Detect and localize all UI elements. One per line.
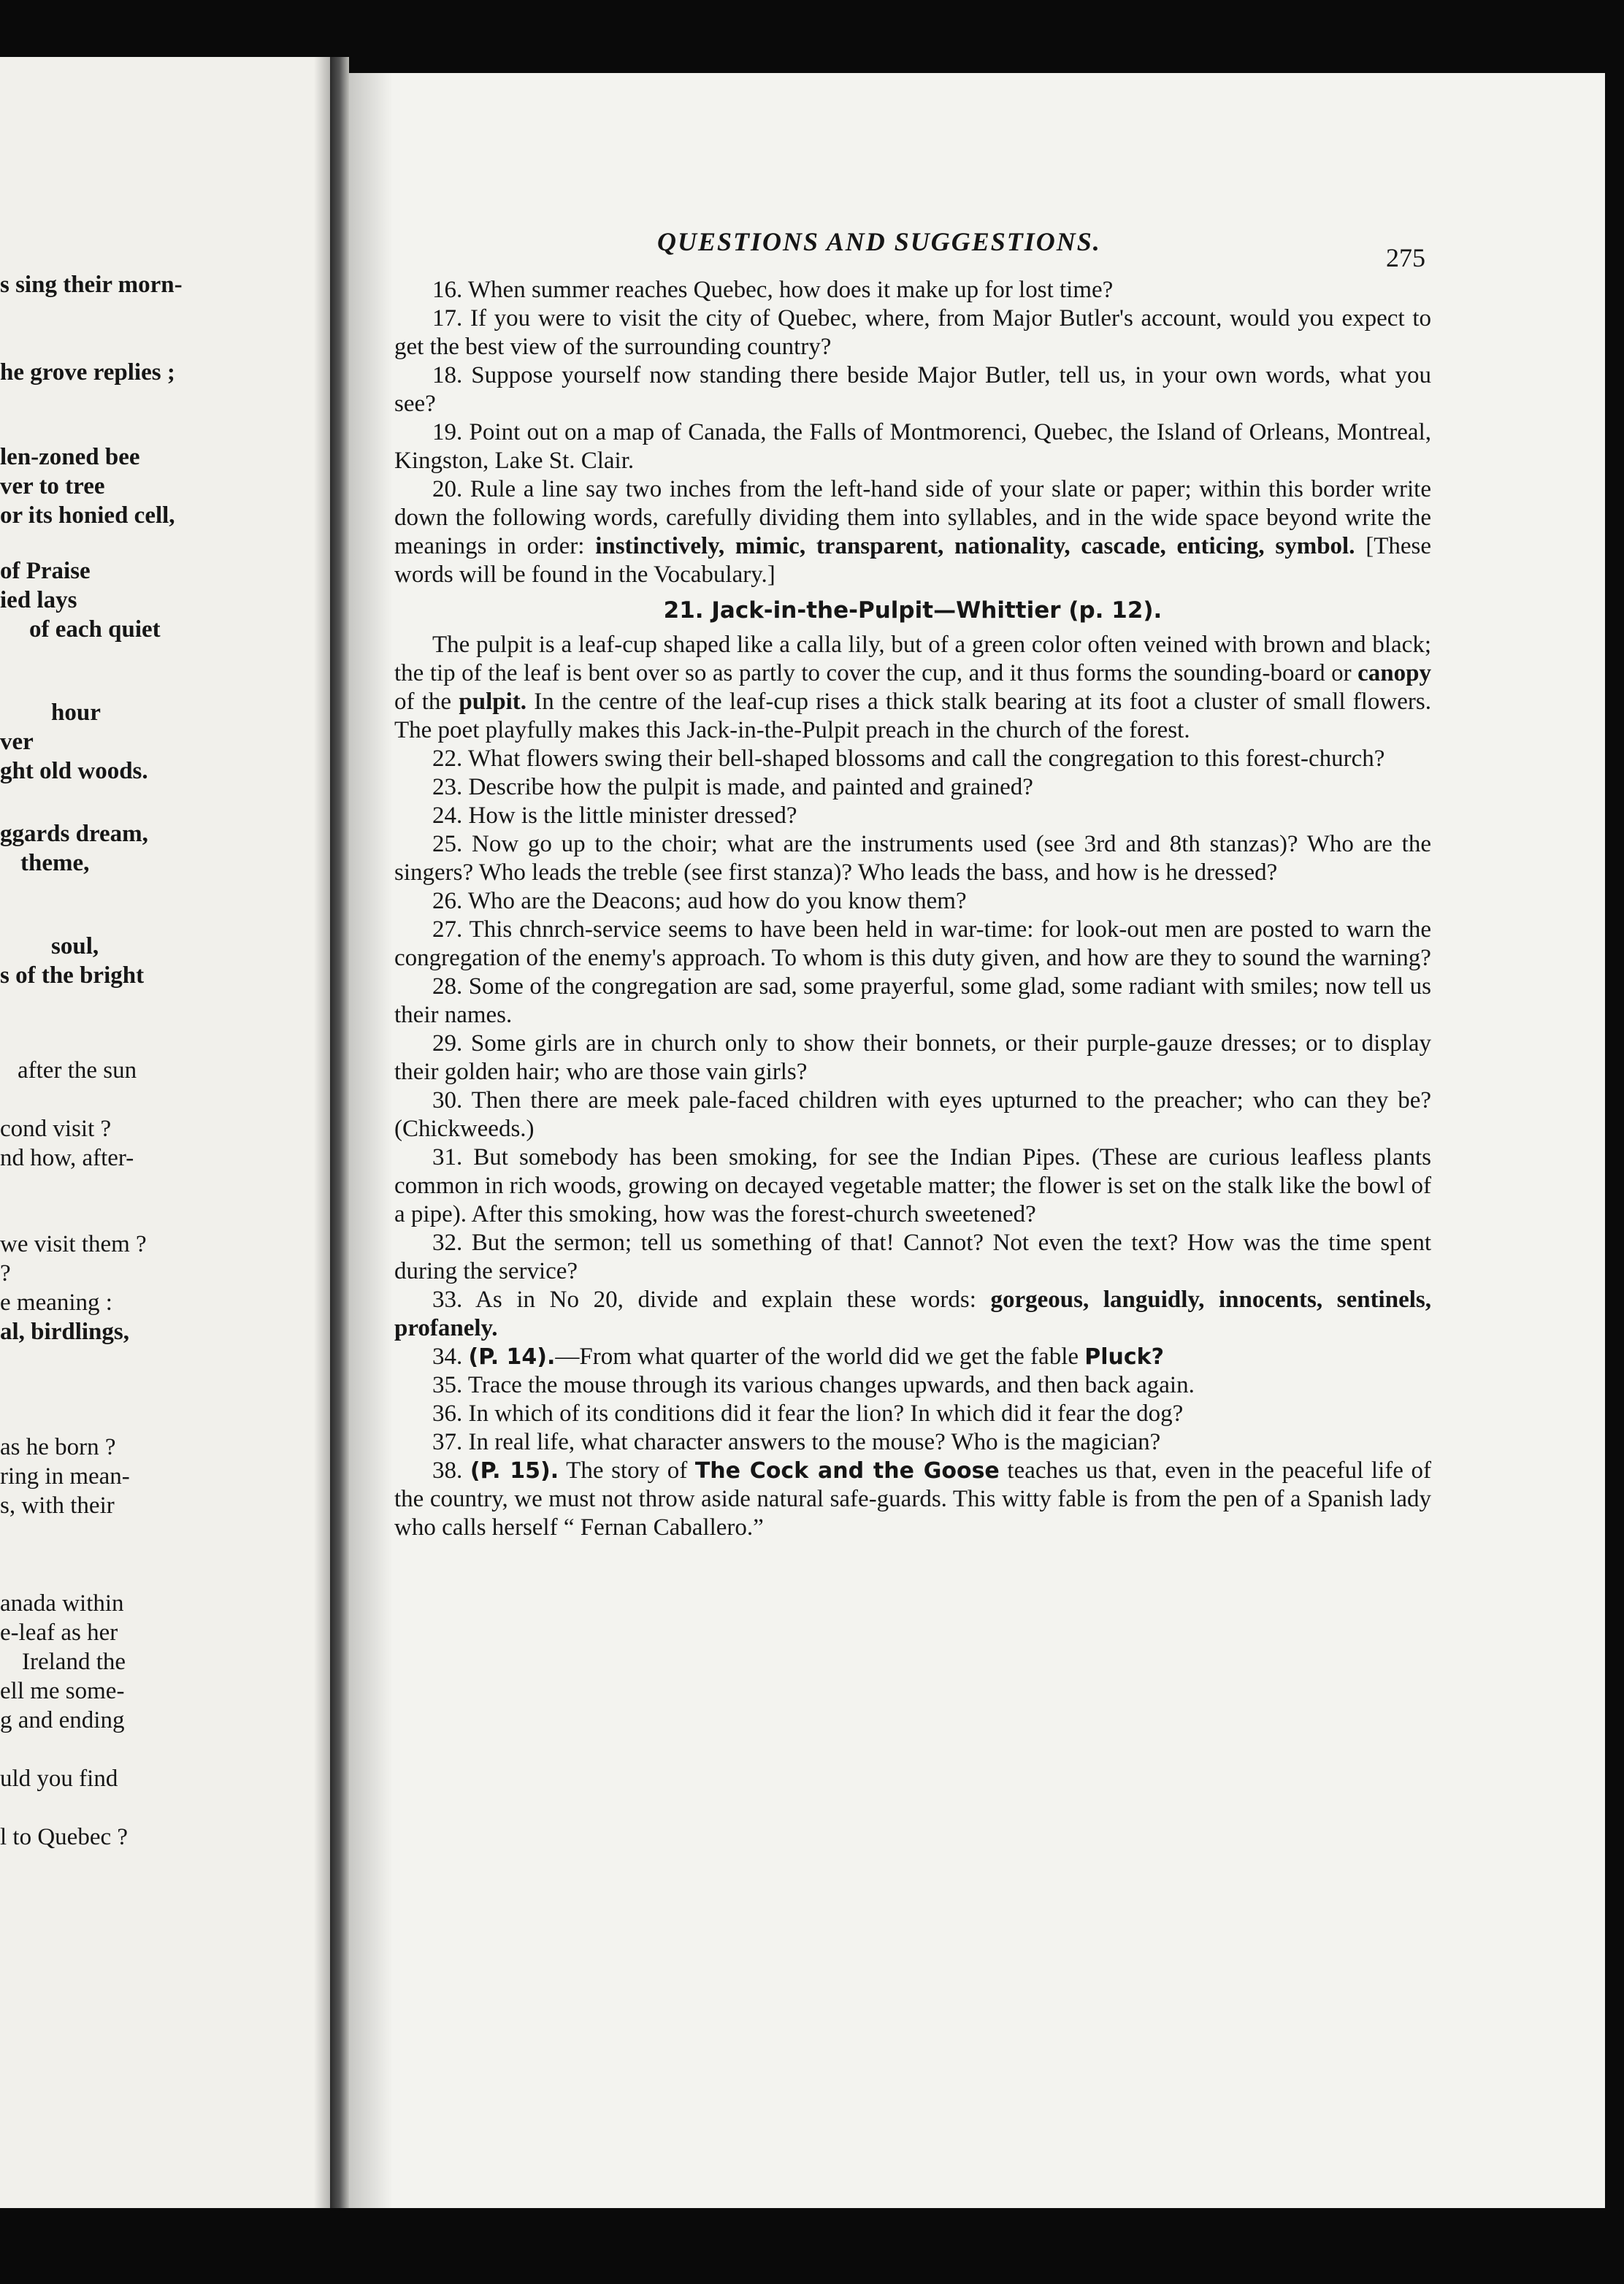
question-34-word: Pluck? <box>1084 1344 1165 1370</box>
question-32: 32. But the sermon; tell us something of that! Cannot? Not even the text? How was the time spent during the service? <box>394 1230 1431 1284</box>
question-26: 26. Who are the Deacons; aud how do you know them? <box>432 888 967 914</box>
question-20-words: instinctively, mimic, transparent, nationality, cascade, enticing, symbol. <box>595 533 1355 559</box>
left-page-line: after the sun <box>18 1057 137 1084</box>
left-page-line: he grove replies ; <box>0 359 175 386</box>
left-page-line: al, birdlings, <box>0 1319 129 1345</box>
paragraph-21-part-a: The pulpit is a leaf-cup shaped like a calla lily, but of a green color often veined with brown and black; the tip of the leaf is bent over so as partly to cover the cup, and it thus forms the sounding-board or <box>394 632 1431 686</box>
term-canopy: canopy <box>1357 660 1432 686</box>
question-29: 29. Some girls are in church only to show their bonnets, or their purple-gauze dresses; or to display their golden hair; who are those vain girls? <box>394 1030 1431 1085</box>
left-page-line: we visit them ? <box>0 1231 147 1257</box>
left-page-line: ? <box>0 1260 11 1287</box>
left-page-line: ell me some- <box>0 1678 125 1704</box>
left-page-line: theme, <box>20 850 90 876</box>
question-20 <box>394 475 1431 589</box>
left-page-line: cond visit ? <box>0 1116 112 1142</box>
question-20-text: 20. Rule a line say two inches from the left-hand side of your slate or paper; within this border write down the following words, carefully dividing them into syllables, and in the wide space beyond write the meanings in order: <box>394 476 1431 559</box>
question-38-number: 38. <box>432 1457 463 1484</box>
left-page-line: ied lays <box>0 587 77 613</box>
left-page-line: nd how, after- <box>0 1145 134 1171</box>
question-31: 31. But somebody has been smoking, for see the Indian Pipes. (These are curious leafless plants common in rich woods, growing on decayed vegetable matter; the flower is set on the stalk like the bowl of a pipe). After this smoking, how was the forest-church sweetened? <box>394 1144 1431 1227</box>
question-22: 22. What flowers swing their bell-shaped blossoms and call the congregation to this forest-church? <box>432 746 1385 772</box>
left-page-line: s, with their <box>0 1492 115 1519</box>
left-page-shadow <box>314 57 330 2208</box>
left-page-line: l to Quebec ? <box>0 1824 129 1850</box>
question-38-text-a: The story of <box>566 1457 688 1484</box>
left-facing-page <box>0 57 330 2208</box>
question-28: 28. Some of the congregation are sad, some prayerful, some glad, some radiant with smiles; now tell us their names. <box>394 973 1431 1028</box>
question-35: 35. Trace the mouse through its various changes upwards, and then back again. <box>432 1372 1195 1398</box>
left-page-line: ver <box>0 729 34 755</box>
question-34 <box>394 1343 1431 1371</box>
left-page-line: ver to tree <box>0 473 105 499</box>
question-23: 23. Describe how the pulpit is made, and painted and grained? <box>432 774 1033 800</box>
paragraph-21 <box>394 631 1431 745</box>
question-38 <box>394 1457 1431 1542</box>
left-page-line: s of the bright <box>0 962 145 989</box>
left-page-line: uld you find <box>0 1766 118 1792</box>
question-18: 18. Suppose yourself now standing there beside Major Butler, tell us, in your own words, what you see? <box>394 362 1431 417</box>
questions-text <box>394 276 1431 1542</box>
question-20-note: [These words will be found in the Vocabulary.] <box>394 533 1432 588</box>
question-27: 27. This chnrch-service seems to have been held in war-time: for look-out men are posted to warn the congregation of the enemy's approach. To whom is this duty given, and how are they to sound the warning? <box>394 916 1431 971</box>
left-page-line: ggards dream, <box>0 821 148 847</box>
question-19: 19. Point out on a map of Canada, the Falls of Montmorenci, Quebec, the Island of Orleans, Montreal, Kingston, Lake St. Clair. <box>394 419 1431 474</box>
question-34-number: 34. <box>432 1344 463 1370</box>
left-page-line: as he born ? <box>0 1434 116 1460</box>
left-page-line: hour <box>51 700 101 726</box>
question-17: 17. If you were to visit the city of Quebec, where, from Major Butler's account, would you expect to get the best view of the surrounding country? <box>394 305 1431 360</box>
question-38-text-b: teaches us that, even in the peaceful life of the country, we must not throw aside natural safe-guards. This witty fable is from the pen of a Spanish lady who calls herself “ Fernan Caballero.” <box>394 1457 1432 1541</box>
right-page <box>349 73 1605 2208</box>
left-page-line: ght old woods. <box>0 758 148 784</box>
question-34-text: —From what quarter of the world did we get the fable <box>555 1344 1079 1370</box>
question-16: 16. When summer reaches Quebec, how does it make up for lost time? <box>432 277 1114 303</box>
question-33-words: gorgeous, languidly, innocents, sentinels, profanely. <box>394 1287 1431 1341</box>
book-gutter <box>330 57 349 2208</box>
question-34-ref: (P. 14). <box>468 1344 556 1370</box>
question-37: 37. In real life, what character answers to the mouse? Who is the magician? <box>432 1429 1161 1455</box>
question-25: 25. Now go up to the choir; what are the instruments used (see 3rd and 8th stanzas)? Who are the singers? Who leads the treble (see first stanza)? Who leads the bass, and how is he dressed? <box>394 831 1431 886</box>
left-page-line: or its honied cell, <box>0 502 175 529</box>
question-36: 36. In which of its conditions did it fear the lion? In which did it fear the dog? <box>432 1400 1184 1427</box>
left-page-line: g and ending <box>0 1707 125 1733</box>
left-page-line: soul, <box>51 933 99 959</box>
left-page-line: ring in mean- <box>0 1463 130 1490</box>
question-33 <box>394 1286 1431 1343</box>
question-33-text: 33. As in No 20, divide and explain these words: <box>432 1287 976 1313</box>
paragraph-21-part-c: In the centre of the leaf-cup rises a thick stalk bearing at its foot a cluster of small flowers. The poet playfully makes this Jack-in-the-Pulpit preach in the church of the forest. <box>394 689 1431 743</box>
running-head: QUESTIONS AND SUGGESTIONS. <box>657 227 1101 256</box>
question-38-ref: (P. 15). <box>470 1458 559 1484</box>
page-number: 275 <box>1386 243 1425 272</box>
binding-shadow <box>349 73 393 2208</box>
left-page-line: e-leaf as her <box>0 1620 118 1646</box>
left-page-line: Ireland the <box>22 1649 126 1675</box>
left-page-line: s sing their morn- <box>0 272 183 298</box>
question-30: 30. Then there are meek pale-faced children with eyes upturned to the preacher; who can they be? (Chickweeds.) <box>394 1087 1431 1142</box>
left-page-line: anada within <box>0 1590 124 1617</box>
question-38-title: The Cock and the Goose <box>694 1458 1000 1484</box>
left-page-line: e meaning : <box>0 1289 112 1316</box>
section-heading-21: 21. Jack-in-the-Pulpit—Whittier (p. 12). <box>663 597 1163 624</box>
left-page-line: of Praise <box>0 558 91 584</box>
left-page-line: len-zoned bee <box>0 444 140 470</box>
paragraph-21-part-b: of the <box>394 689 452 715</box>
left-page-line: of each quiet <box>29 616 161 643</box>
term-pulpit: pulpit. <box>459 689 527 715</box>
question-24: 24. How is the little minister dressed? <box>432 802 797 829</box>
